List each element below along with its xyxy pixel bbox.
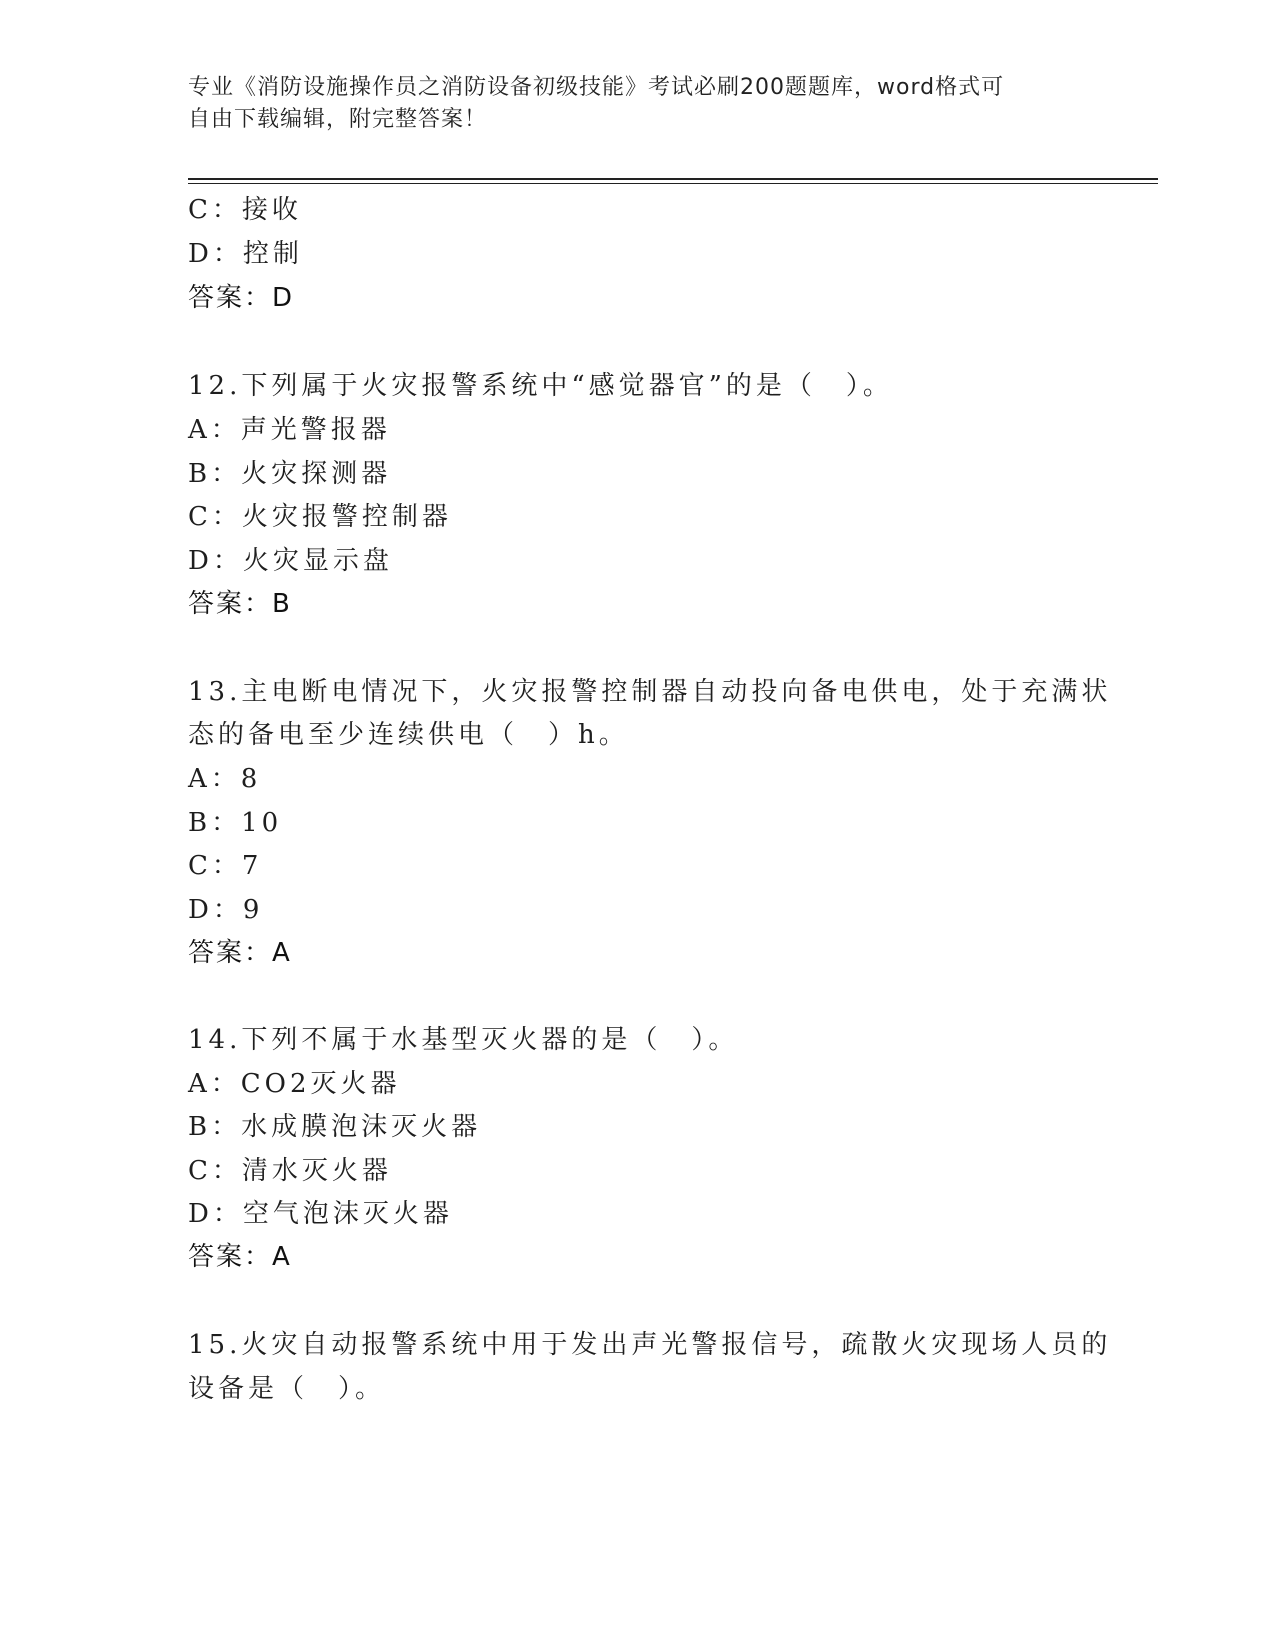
question-15-stem-line-2: 设备是（ ）。 xyxy=(188,1374,386,1404)
question-13-stem-line-1: 13.主电断电情况下，火灾报警控制器自动投向备电供电，处于充满状 xyxy=(188,677,1112,707)
question-13-answer: 答案：A xyxy=(188,938,292,968)
question-12-option-c: C：火灾报警控制器 xyxy=(188,502,452,532)
question-14-option-d: D：空气泡沫灭火器 xyxy=(188,1199,453,1229)
question-14-stem: 14.下列不属于水基型灭火器的是（ ）。 xyxy=(188,1025,739,1055)
question-15-stem-line-1: 15.火灾自动报警系统中用于发出声光警报信号，疏散火灾现场人员的 xyxy=(188,1330,1112,1360)
question-12-option-b: B：火灾探测器 xyxy=(188,459,392,489)
question-12-stem: 12.下列属于火灾报警系统中“感觉器官”的是（ ）。 xyxy=(188,371,893,401)
header-divider-thick xyxy=(188,178,1158,180)
question-14-option-b: B：水成膜泡沫灭火器 xyxy=(188,1112,482,1142)
option-d: D：控制 xyxy=(188,239,303,269)
question-12-answer: 答案：B xyxy=(188,589,292,619)
header-divider-thin xyxy=(188,183,1158,184)
question-13-option-c: C：7 xyxy=(188,851,263,881)
question-13-option-d: D：9 xyxy=(188,895,264,925)
question-13-option-a: A：8 xyxy=(188,764,262,794)
header-line-1: 专业《消防设施操作员之消防设备初级技能》考试必刷200题题库，word格式可 xyxy=(188,75,1005,100)
question-13-stem-line-2: 态的备电至少连续供电（ ）h。 xyxy=(188,720,629,750)
question-14-option-c: C：清水灭火器 xyxy=(188,1156,392,1186)
header-line-2: 自由下载编辑，附完整答案！ xyxy=(188,107,488,132)
option-c: C：接收 xyxy=(188,195,302,225)
document-header xyxy=(188,72,1068,136)
question-12-option-a: A：声光警报器 xyxy=(188,415,391,445)
question-13-option-b: B：10 xyxy=(188,808,283,838)
answer-line: 答案：D xyxy=(188,283,295,313)
question-12-option-d: D：火灾显示盘 xyxy=(188,546,393,576)
question-14-option-a: A：CO2灭火器 xyxy=(188,1069,401,1099)
question-14-answer: 答案：A xyxy=(188,1242,292,1272)
